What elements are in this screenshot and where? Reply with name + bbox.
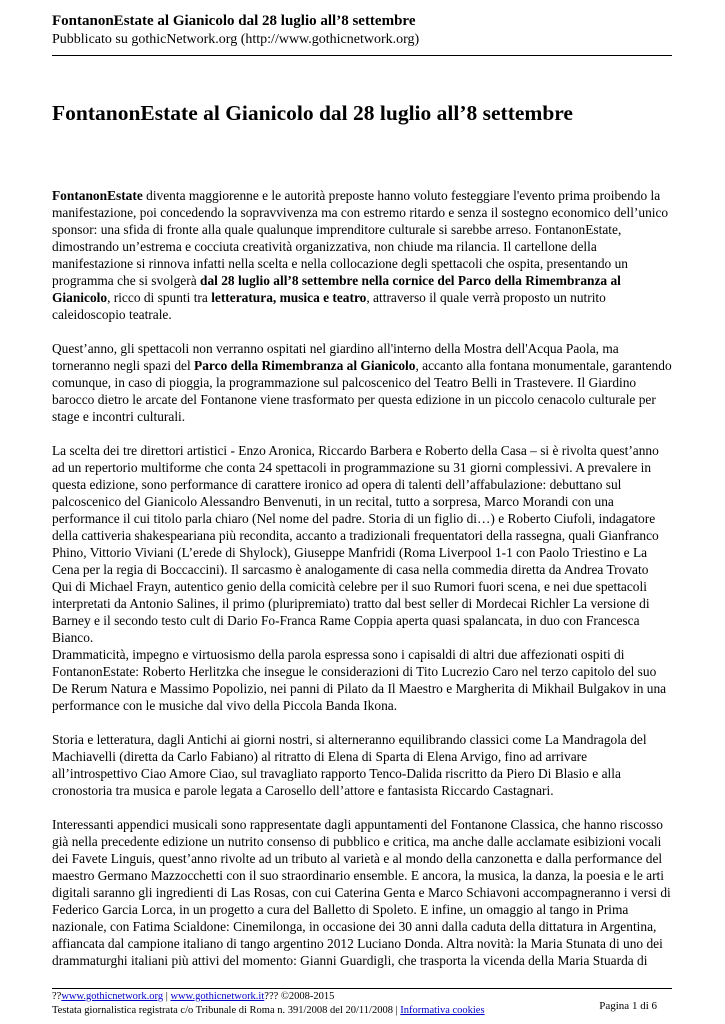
footer-registration: Testata giornalistica registrata c/o Tribunale di Roma n. 391/2008 del 20/11/2008 |: [52, 1005, 401, 1016]
document-footer: [52, 990, 672, 1018]
gothicnetwork-it-link[interactable]: www.gothicnetwork.it: [170, 991, 265, 1002]
header-divider: [52, 55, 672, 56]
footer-prefix: ??: [52, 991, 62, 1002]
paragraph-2: [52, 340, 672, 425]
document-header: [52, 12, 672, 49]
footer-divider: [52, 988, 672, 989]
gothicnetwork-org-link[interactable]: www.gothicnetwork.org: [61, 991, 164, 1002]
article-body: [52, 187, 672, 969]
text-run: , ricco di spunti tra: [107, 290, 212, 305]
bold-phrase: dal 28 luglio all’8 settembre nella cornice del Parco della Rimembranza al Gianicolo: [52, 273, 621, 305]
paragraph-3: La scelta dei tre direttori artistici - Enzo Aronica, Riccardo Barbera e Roberto della Casa – si è rivolta quest’anno ad un repertorio multiforme che conta 24 spettacoli in programmazione su 31 giorni complessivi. A prevalere in questa edizione, sono performance di carattere ironico ad opera di talenti dell’affabulazione: debuttano sul palcoscenico del Gianicolo Alessandro Benvenuti, in un recital, tutto a sorpresa, Marco Morandi con una performance il cui titolo parla chiaro (Nel nome del padre. Storia di un figlio di…) e Roberto Ciufoli, indagatore della cattiveria shakespeariana più recondita, accanto a tradizionali frequentatori della rassegna, quali Gianfranco Phino, Vittorio Viviani (L’erede di Shylock), Giuseppe Manfridi (Roma Liverpool 1-1 con Paolo Triestino e La Cena per la regia di Boccaccini). Il sarcasmo è analogamente di casa nella commedia diretta da Andrea Trovato Qui di Michael Frayn, autentico genio della comicità celebre per il suo Rumori fuori scena, e nei due spettacoli interpretati da Antonio Salines, il primo (pluripremiato) tratto dal best seller di Mordecai Richler La versione di Barney e il secondo testo cult di Dario Fo-Franca Rame Coppia aperta quasi spalancata, in duo con Francesca Bianco.: [52, 443, 659, 645]
footer-separator: |: [163, 991, 171, 1002]
text-run: Quest’anno, gli spettacoli non verranno ospitati nel giardino all'interno della Mostra dell'Acqua Paola, ma torneranno negli spazi del: [52, 341, 619, 373]
footer-copyright: ??? ©2008-2015: [264, 991, 335, 1002]
cookies-info-link[interactable]: Informativa cookies: [400, 1005, 485, 1016]
text-run: diventa maggiorenne e le autorità preposte hanno voluto festeggiare l'evento prima proibendo la manifestazione, poi concedendo la sopravvivenza ma con estremo ritardo e senza il sostegno economico dell’unico sponsor: una sfida di fronte alla quale qualunque imprenditore culturale si sarebbe arreso. FontanonEstate, dimostrando un’estrema e cocciuta creatività organizzativa, non chiude ma rilancia. Il cartellone della manifestazione si rinnova infatti nella scelta e nella collocazione degli spettacoli che ospita, presentando un programma che si svolgerà: [52, 188, 669, 288]
paragraph-1: [52, 187, 672, 323]
header-published-line: Pubblicato su gothicNetwork.org (http://www.gothicnetwork.org): [52, 32, 420, 47]
footer-registration-line: [52, 1004, 672, 1018]
footer-links-line: [52, 990, 672, 1004]
page-number: Pagina 1 di 6: [599, 1000, 657, 1012]
paragraph-4: Drammaticità, impegno e virtuosismo della parola espressa sono i capisaldi di altri due affezionati ospiti di FontanonEstate: Roberto Herlitzka che insegue le considerazioni di Tito Lucrezio Caro nel terzo capitolo del suo De Rerum Natura e Massimo Popolizio, nei panni di Pilato da Il Maestro e Margherita di Mikhail Bulgakov in una performance con le musiche dal vivo della Piccola Banda Ikona.: [52, 647, 667, 713]
header-title: FontanonEstate al Gianicolo dal 28 luglio all’8 settembre: [52, 13, 416, 29]
text-run: , accanto alla fontana monumentale, garantendo comunque, in caso di pioggia, la programmazione sul palcoscenico del Teatro Belli in Trastevere. Il Giardino barocco dietro le arcate del Fontanone viene trasformato per questa edizione in un piccolo cenacolo culturale per stage e incontri culturali.: [52, 358, 672, 424]
bold-phrase: letteratura, musica e teatro: [211, 290, 367, 305]
paragraph-5: Storia e letteratura, dagli Antichi ai giorni nostri, si alterneranno equilibrando classici come La Mandragola del Machiavelli (diretta da Carlo Fabiano) al ritratto di Elena di Sparta di Elena Arvigo, fino ad arrivare all’introspettivo Ciao Amore Ciao, sul travagliato rapporto Tenco-Dalida riscritto da Piero Di Blasio e alla cronostoria tra musica e parole legata a Carosello dell’attore e fantasista Riccardo Castagnari.: [52, 732, 647, 798]
article-title: FontanonEstate al Gianicolo dal 28 luglio all’8 settembre: [52, 101, 573, 125]
bold-phrase: Parco della Rimembranza al Gianicolo: [194, 358, 416, 373]
paragraph-6: Interessanti appendici musicali sono rappresentate dagli appuntamenti del Fontanone Classica, che hanno riscosso già nella precedente edizione un nutrito consenso di pubblico e critica, ma anche dalle acclamate esibizioni vocali dei Favete Linguis, quest’anno rivolte ad un tributo al varietà e al mondo della canzonetta e dalla performance del maestro Germano Mazzocchetti con il suo straordinario ensemble. E ancora, la musica, la danza, la poesia e le arti digitali saranno gli ingredienti di Las Rosas, con cui Caterina Genta e Marco Schiavoni accompagneranno i versi di Federico Garcia Lorca, in un progetto a cura del Balletto di Spoleto. E infine, un omaggio al tango in Prima nazionale, con Fatima Scialdone: Cinemilonga, in occasione dei 30 anni dalla caduta della dittatura in Argentina, affiancata dal campione italiano di tango argentino 2012 Luciano Donda. Altra novità: la Maria Stunata di uno dei drammaturghi italiani più attivi del momento: Gianni Guardigli, che trasporta la vicenda della Maria Stuarda di: [52, 817, 671, 968]
text-run: , attraverso il quale verrà proposto un nutrito caleidoscopio teatrale.: [52, 290, 606, 322]
bold-phrase: FontanonEstate: [52, 188, 143, 203]
